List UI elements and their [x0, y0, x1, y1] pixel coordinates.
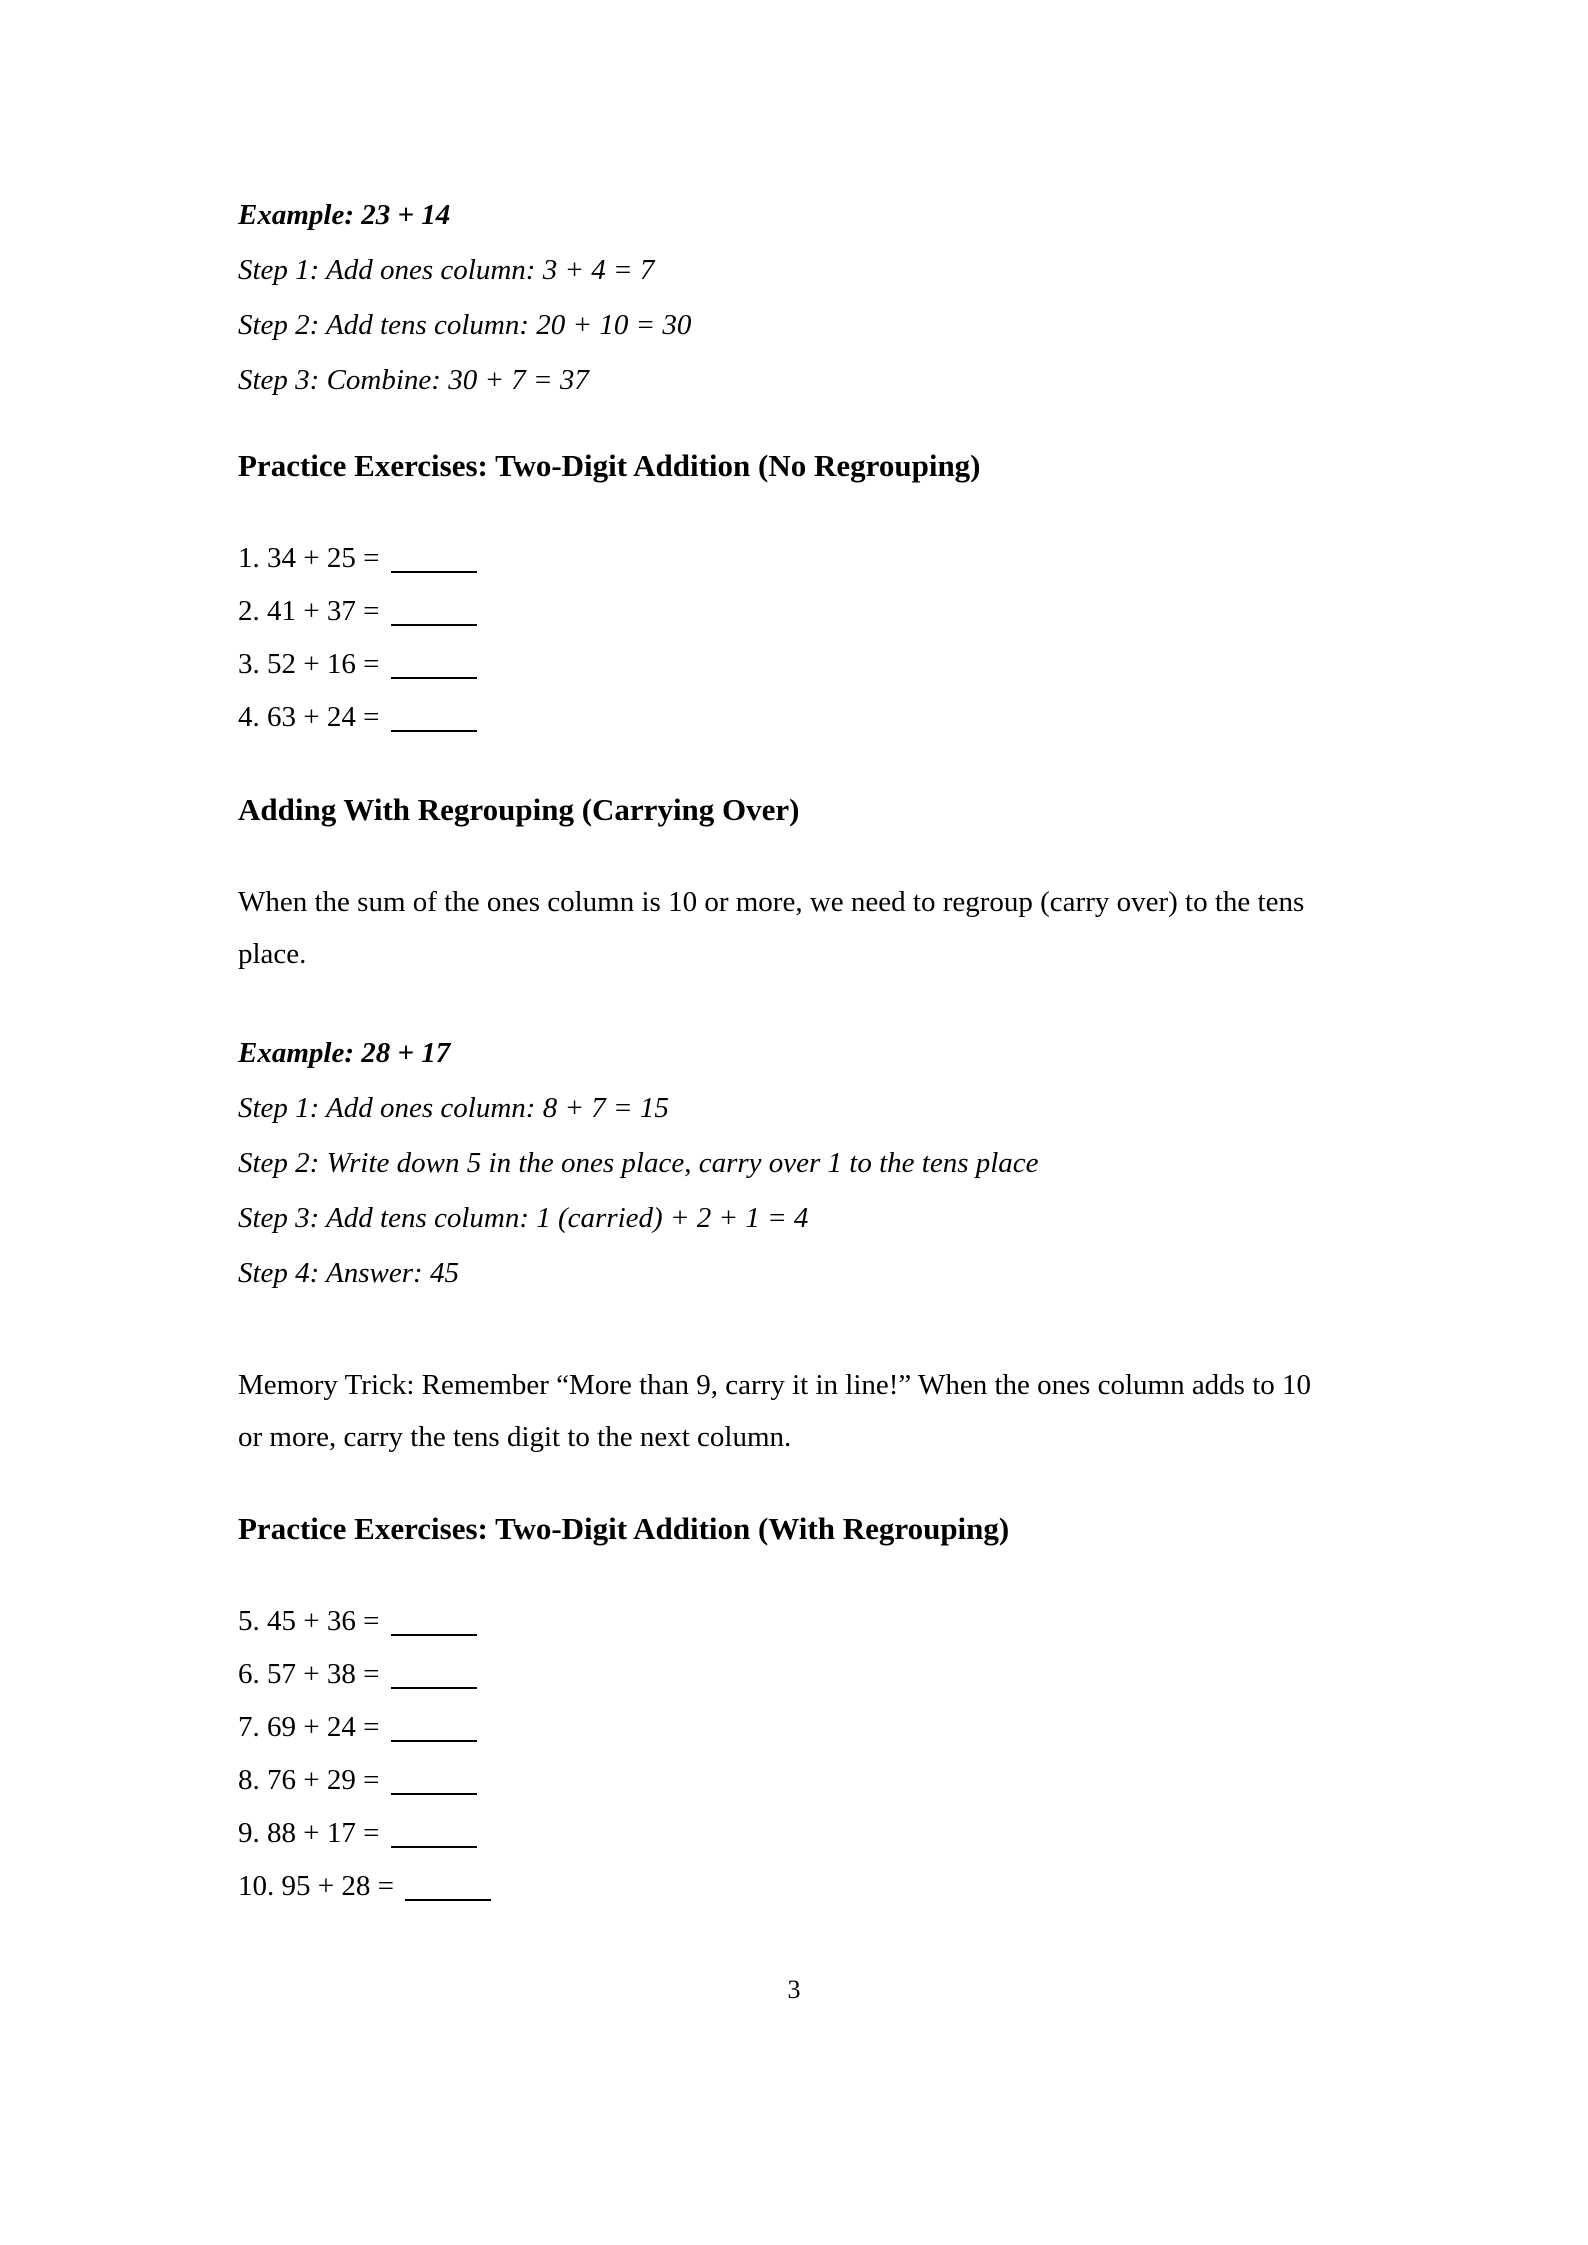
spacer — [238, 408, 1313, 446]
list-item — [238, 1648, 1313, 1701]
exercise-text: 2. 41 + 37 = — [238, 595, 387, 627]
spacer — [238, 830, 1313, 876]
answer-blank[interactable] — [391, 571, 477, 573]
list-item — [238, 638, 1313, 691]
example-one-step-2: Step 2: Add tens column: 20 + 10 = 30 — [238, 309, 692, 341]
list-item — [238, 1807, 1313, 1860]
spacer — [238, 980, 1313, 1026]
example-two-step-1: Step 1: Add ones column: 8 + 7 = 15 — [238, 1092, 669, 1124]
example-two-step-4: Step 4: Answer: 45 — [238, 1257, 459, 1289]
exercise-text: 1. 34 + 25 = — [238, 542, 387, 574]
exercise-text: 10. 95 + 28 = — [238, 1870, 402, 1902]
answer-blank[interactable] — [391, 677, 477, 679]
answer-blank[interactable] — [391, 730, 477, 732]
list-item — [238, 1860, 1313, 1913]
answer-blank[interactable] — [391, 1793, 477, 1795]
heading-adding-with-regrouping: Adding With Regrouping (Carrying Over) — [238, 792, 800, 827]
exercise-text: 7. 69 + 24 = — [238, 1711, 387, 1743]
spacer — [238, 1549, 1313, 1595]
page-number: 3 — [787, 1975, 801, 2004]
page-content — [238, 188, 1313, 1913]
heading-practice-with-regrouping: Practice Exercises: Two-Digit Addition (With Regrouping) — [238, 1511, 1010, 1546]
exercise-text: 4. 63 + 24 = — [238, 701, 387, 733]
example-two-title: Example: 28 + 17 — [238, 1037, 451, 1069]
answer-blank[interactable] — [391, 1687, 477, 1689]
list-item — [238, 585, 1313, 638]
spacer — [238, 1463, 1313, 1509]
example-block-two — [238, 1026, 1313, 1301]
heading-practice-no-regrouping: Practice Exercises: Two-Digit Addition (No Regrouping) — [238, 448, 981, 483]
example-one-title: Example: 23 + 14 — [238, 199, 451, 231]
list-item — [238, 1595, 1313, 1648]
list-item — [238, 1754, 1313, 1807]
exercise-list-with-regrouping — [238, 1595, 1313, 1913]
example-two-step-3: Step 3: Add tens column: 1 (carried) + 2 + 1 = 4 — [238, 1202, 809, 1234]
answer-blank[interactable] — [391, 624, 477, 626]
answer-blank[interactable] — [391, 1846, 477, 1848]
example-two-step-2: Step 2: Write down 5 in the ones place, carry over 1 to the tens place — [238, 1147, 1039, 1179]
example-block-one — [238, 188, 1313, 408]
paragraph-regrouping-intro: When the sum of the ones column is 10 or more, we need to regroup (carry over) to the tens place. — [238, 886, 1305, 970]
answer-blank[interactable] — [405, 1899, 491, 1901]
exercise-text: 3. 52 + 16 = — [238, 648, 387, 680]
exercise-text: 8. 76 + 29 = — [238, 1764, 387, 1796]
list-item — [238, 532, 1313, 585]
spacer — [238, 486, 1313, 532]
answer-blank[interactable] — [391, 1634, 477, 1636]
exercise-text: 9. 88 + 17 = — [238, 1817, 387, 1849]
spacer — [238, 1301, 1313, 1359]
exercise-text: 6. 57 + 38 = — [238, 1658, 387, 1690]
exercise-list-no-regrouping — [238, 532, 1313, 744]
spacer — [238, 744, 1313, 790]
list-item — [238, 691, 1313, 744]
example-one-step-1: Step 1: Add ones column: 3 + 4 = 7 — [238, 254, 655, 286]
paragraph-memory-trick: Memory Trick: Remember “More than 9, carry it in line!” When the ones column adds to 10 or more, carry the tens digit to the next column. — [238, 1369, 1312, 1453]
exercise-text: 5. 45 + 36 = — [238, 1605, 387, 1637]
answer-blank[interactable] — [391, 1740, 477, 1742]
example-one-step-3: Step 3: Combine: 30 + 7 = 37 — [238, 364, 589, 396]
list-item — [238, 1701, 1313, 1754]
